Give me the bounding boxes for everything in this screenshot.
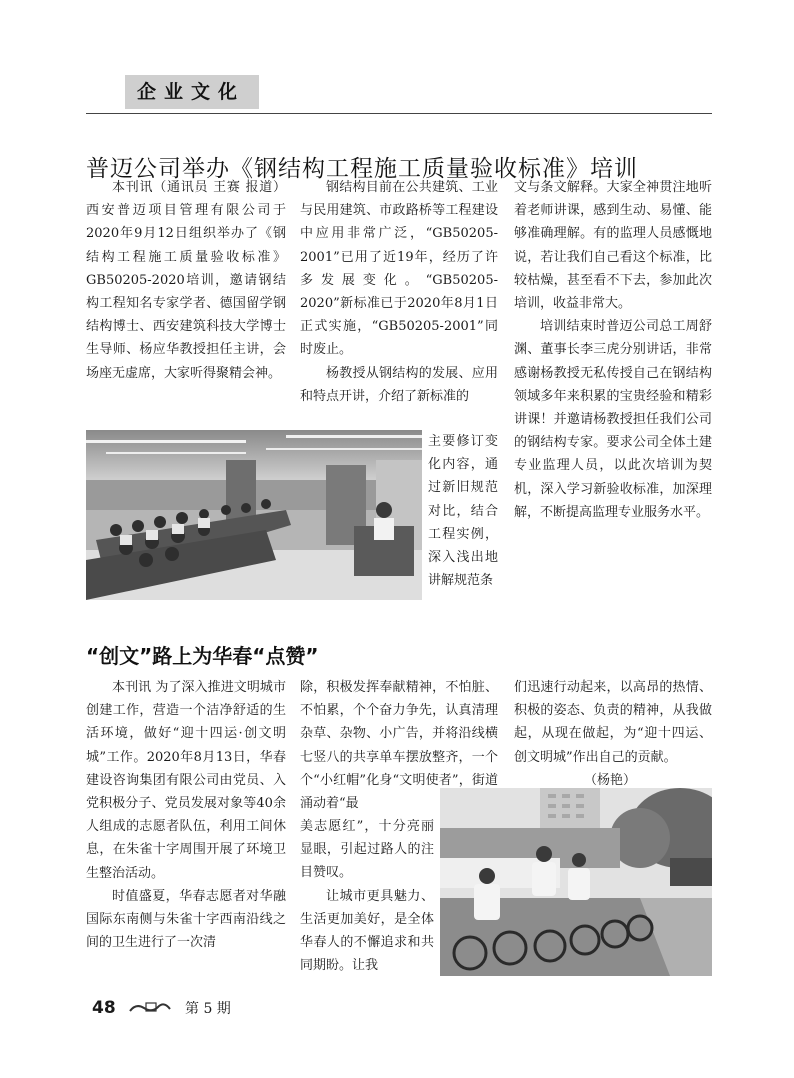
training-photo (86, 430, 422, 600)
article1-paragraph: 主要修订变化内容，通过新旧规范对比，结合工程实例，深入浅出地讲解规范条 (428, 434, 498, 589)
page-number: 48 (92, 998, 116, 1018)
header-rule (86, 113, 712, 114)
article2-paragraph: 本刊讯 为了深入推进文明城市创建工作，营造一个洁净舒适的生活环境，做好“迎十四运·创文明城”工作。2020年8月13日，华春建设咨询集团有限公司由党员、入党积极分子、党员发展对象等40余人组成的志愿者队伍，利用工间休息，在朱雀十字周围开展了环境卫生整治活动。 (86, 680, 286, 881)
article1-paragraph: 本刊讯（通讯员 王赛 报道）西安普迈项目管理有限公司于2020年9月12日组织举办了《钢结构工程施工质量验收标准》GB50205-2020培训，邀请钢结构工程知名专家学者、德国留学钢结构博士、西安建筑科技大学博士生导师、杨应华教授担任主讲，会场座无虚席，大家听得聚精会神。 (86, 180, 286, 381)
article2-paragraph: 们迅速行动起来，以高昂的热情、积极的姿态、负责的精神，从我做起，从现在做起，为“迎十四运、创文明城”作出自己的贡献。 (514, 680, 712, 765)
article1-paragraph: 培训结束时普迈公司总工周舒渊、董事长李三虎分别讲话，非常感谢杨教授无私传授自己在钢结构领域多年来积累的宝贵经验和精彩讲课！并邀请杨教授担任我们公司的钢结构专家。要求公司全体土建专业监理人员，以此次培训为契机，深入学习新验收标准，加深理解，不断提高监理专业服务水平。 (514, 319, 712, 520)
volunteers-photo (440, 788, 712, 976)
article2-column-1 (86, 676, 286, 954)
article1-paragraph: 文与条文解释。大家全神贯注地听着老师讲课，感到生动、易懂、能够准确理解。有的监理人员感慨地说，若让我们自己看这个标准，比较枯燥，甚至看不下去，参加此次培训，收益非常大。 (514, 180, 712, 312)
article2-byline: （杨艳） (583, 772, 636, 788)
article2-paragraph: 让城市更具魅力、生活更加美好，是全体华春人的不懈追求和共同期盼。让我 (300, 888, 434, 974)
article1-column-2-wrap (428, 430, 498, 592)
article2-column-2-wrap (300, 815, 434, 977)
article1-column-2 (300, 176, 498, 408)
issue-label: 第 5 期 (185, 1001, 231, 1017)
article1-column-1 (86, 176, 286, 385)
article1-column-3 (514, 176, 712, 524)
article1-paragraph: 杨教授从钢结构的发展、应用和特点开讲，介绍了新标准的 (300, 365, 498, 404)
article1-paragraph: 钢结构目前在公共建筑、工业与民用建筑、市政路桥等工程建设中应用非常广泛，“GB50205-2001”已用了近19年，经历了许多发展变化。“GB50205-2020”新标准已于2020年8月1日正式实施，“GB50205-2001”同时废止。 (300, 180, 498, 358)
magazine-logo (128, 1000, 172, 1014)
section-label: 企业文化 (137, 81, 246, 103)
article2-paragraph: 美志愿红”，十分亮丽显眼，引起过路人的注目赞叹。 (300, 819, 434, 881)
article2-paragraph: 除，积极发挥奉献精神，不怕脏、不怕累，个个奋力争先，认真清理杂草、杂物、小广告，并将沿线横七竖八的共享单车摆放整齐，一个个“小红帽”化身“文明使者”，街道涌动着“最 (300, 680, 498, 812)
article1-title: 普迈公司举办《钢结构工程施工质量验收标准》培训 (86, 156, 638, 182)
article2-column-3 (514, 676, 712, 792)
article2-paragraph: 时值盛夏，华春志愿者对华融国际东南侧与朱雀十字西南沿线之间的卫生进行了一次清 (86, 888, 286, 951)
section-tag (125, 75, 259, 109)
article2-title: “创文”路上为华春“点赞” (86, 644, 319, 668)
